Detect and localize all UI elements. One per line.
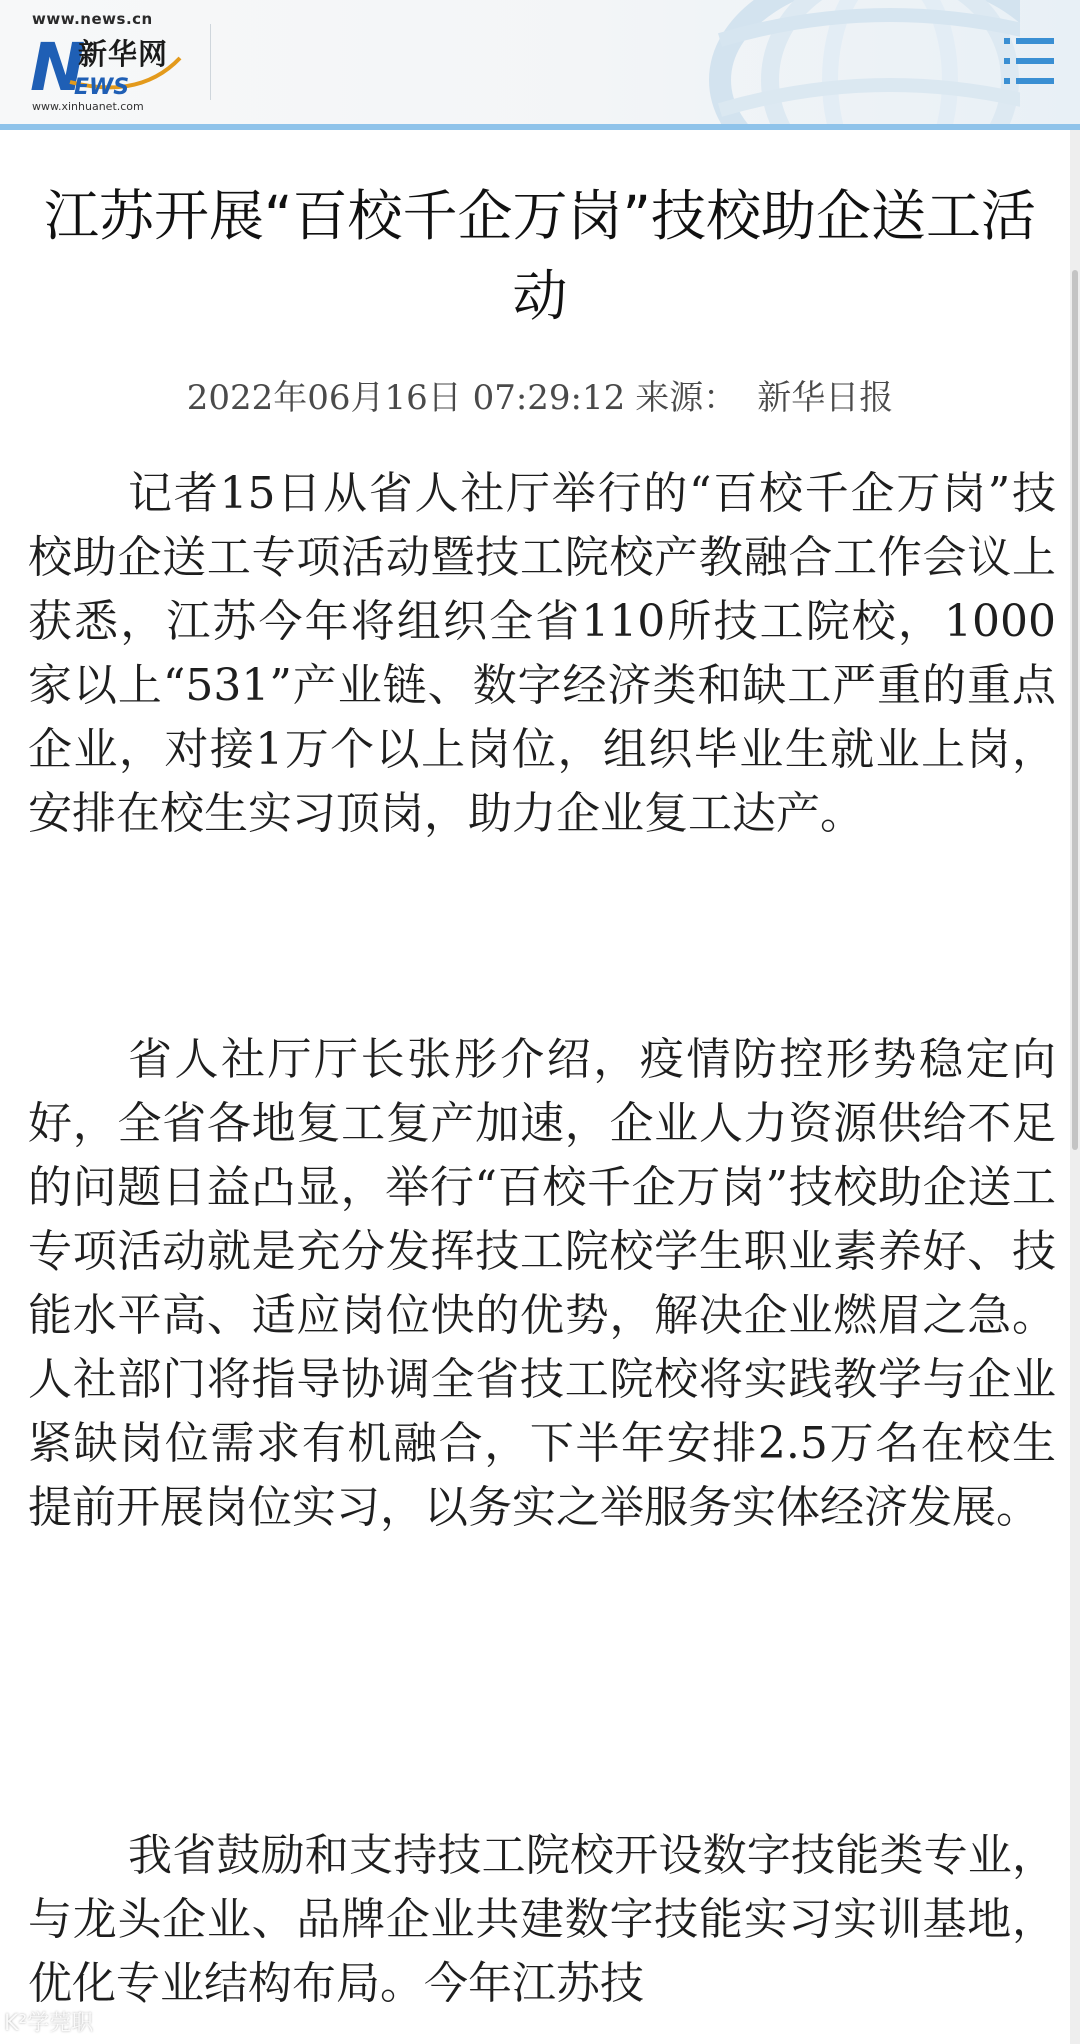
svg-text:N: N — [30, 30, 86, 100]
article-paragraph: 省人社厅厅长张彤介绍，疫情防控形势稳定向好，全省各地复工复产加速，企业人力资源供给不足的问题日益凸显，举行“百校千企万岗”技校助企送工专项活动就是充分发挥技工院校学生职业素养好、技能水平高、适应岗位快的优势，解决企业燃眉之急。人社部门将指导协调全省技工院校将实践教学与企业紧缺岗位需求有机融合，下半年安排2.5万名在校生提前开展岗位实习，以务实之举服务实体经济发展。 — [28, 1034, 1056, 1533]
svg-text:EWS: EWS — [74, 75, 130, 100]
article-paragraph: 记者15日从省人社厅举行的“百校千企万岗”技校助企送工专项活动暨技工院校产教融合工作会议上获悉，江苏今年将组织全省110所技工院校，1000家以上“531”产业链、数字经济类和缺工严重的重点企业，对接1万个以上岗位，组织毕业生就业上岗，安排在校生实习顶岗，助力企业复工达产。 — [28, 468, 1056, 839]
publish-datetime: 2022年06月16日 07:29:12 — [186, 378, 626, 418]
page-scrollbar-track — [1070, 130, 1080, 2044]
logo-url-top: www.news.cn — [32, 10, 153, 28]
globe-decoration — [660, 0, 1020, 124]
page-scrollbar-thumb[interactable] — [1072, 270, 1078, 1150]
source-label: 来源： — [635, 378, 738, 418]
xinhua-logo[interactable] — [30, 10, 200, 114]
article-title: 江苏开展“百校千企万岗”技校助企送工活动 — [44, 184, 1036, 328]
article-meta — [0, 370, 1080, 419]
header-divider — [210, 24, 211, 100]
article-paragraph: 我省鼓励和支持技工院校开设数字技能类专业，与龙头企业、品牌企业共建数字技能实习实训基地，优化专业结构布局。今年江苏技 — [28, 1830, 1056, 2009]
logo-chinese-name: 新华网 — [78, 37, 169, 71]
logo-url-bottom: www.xinhuanet.com — [32, 100, 144, 113]
site-header — [0, 0, 1080, 124]
hamburger-menu-icon[interactable] — [1004, 34, 1054, 88]
watermark: K²学莞职 — [4, 2011, 94, 2036]
header-accent-line — [0, 124, 1080, 130]
source-name: 新华日报 — [757, 378, 894, 418]
